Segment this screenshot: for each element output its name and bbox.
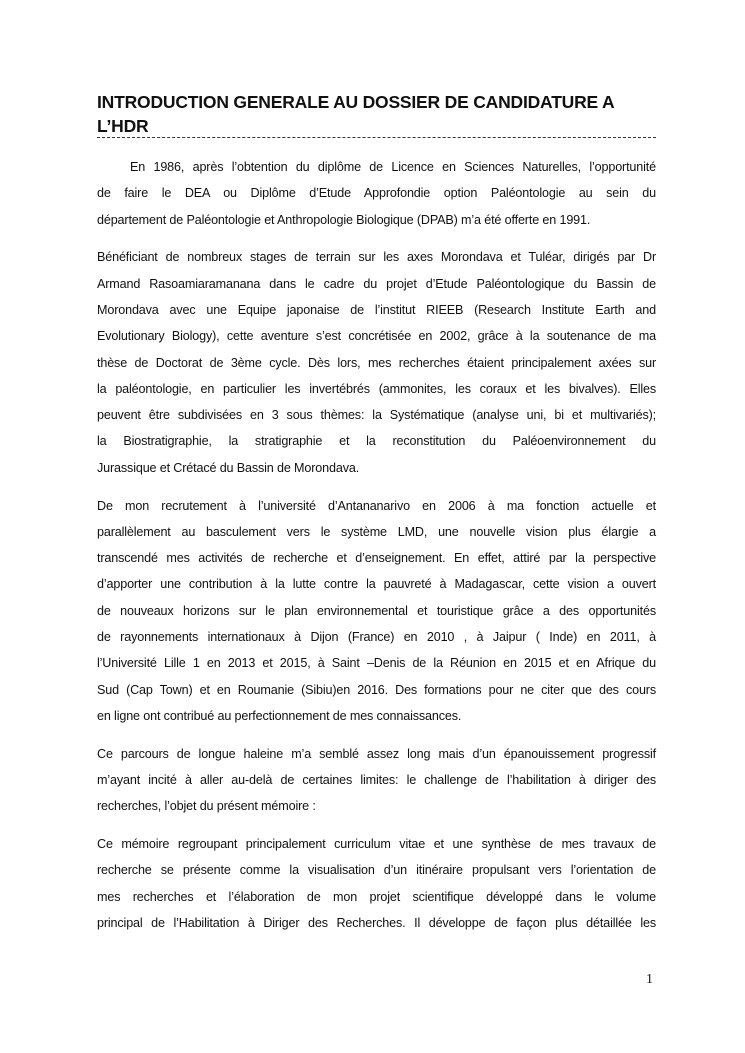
- text-line: transcendé mes activités de recherche et d’enseignement. En effet, attiré par la perspective: [97, 551, 656, 566]
- text-line: Jurassique et Crétacé du Bassin de Morondava.: [97, 460, 360, 475]
- title-line: L’HDR: [97, 116, 149, 136]
- paragraph: [97, 493, 656, 730]
- text-line: Ce mémoire regroupant principalement curriculum vitae et une synthèse de mes travaux de: [97, 837, 656, 852]
- text-line: Evolutionary Biology), cette aventure s’est concrétisée en 2002, grâce à la soutenance de ma: [97, 329, 656, 344]
- text-line: de faire le DEA ou Diplôme d’Etude Approfondie option Paléontologie au sein du: [97, 186, 656, 201]
- text-line: Bénéficiant de nombreux stages de terrain sur les axes Morondava et Tuléar, dirigés par Dr: [97, 250, 656, 265]
- text-line: la paléontologie, en particulier les invertébrés (ammonites, les coraux et les bivalves). Elles: [97, 381, 656, 396]
- text-line: recherches, l’objet du présent mémoire :: [97, 799, 316, 814]
- text-line: de nouveaux horizons sur le plan environnemental et touristique grâce a des opportunités: [97, 603, 656, 618]
- text-line: recherche se présente comme la visualisation d’un itinéraire propulsant vers l’orientation de: [97, 863, 656, 878]
- text-line: parallèlement au basculement vers le système LMD, une nouvelle vision plus élargie a: [97, 524, 656, 539]
- text-line: principal de l’Habilitation à Diriger des Recherches. Il développe de façon plus détaillée les: [97, 916, 656, 931]
- paragraph: [97, 741, 656, 820]
- dashed-divider: [97, 137, 656, 138]
- paragraph: [97, 244, 656, 481]
- text-line: peuvent être subdivisées en 3 sous thèmes: la Systématique (analyse uni, bi et multivariés);: [97, 408, 656, 423]
- text-line: thèse de Doctorat de 3ème cycle. Dès lors, mes recherches étaient principalement axées sur: [97, 355, 656, 370]
- document-body: [97, 154, 656, 948]
- text-line: Armand Rasoamiaramanana dans le cadre du projet d’Etude Paléontologique du Bassin de: [97, 276, 656, 291]
- page-number: 1: [646, 972, 653, 987]
- text-line: m’ayant incité à aller au-delà de certaines limites: le challenge de l’habilitation à diriger des: [97, 773, 656, 788]
- text-line: en ligne ont contribué au perfectionnement de mes connaissances.: [97, 708, 462, 723]
- text-line: d’apporter une contribution à la lutte contre la pauvreté à Madagascar, cette vision a ouvert: [97, 577, 656, 592]
- text-line: département de Paléontologie et Anthropologie Biologique (DPAB) m’a été offerte en 1991.: [97, 212, 591, 227]
- text-line: Ce parcours de longue haleine m’a semblé assez long mais d’un épanouissement progressif: [97, 746, 656, 761]
- paragraph: [97, 831, 656, 936]
- text-line: Morondava avec une Equipe japonaise de l’institut RIEEB (Research Institute Earth and: [97, 302, 656, 317]
- text-line: de rayonnements internationaux à Dijon (France) en 2010 , à Jaipur ( Inde) en 2011, à: [97, 630, 656, 645]
- paragraph: [97, 154, 656, 233]
- text-line: l’Université Lille 1 en 2013 et 2015, à Saint –Denis de la Réunion en 2015 et en Afrique du: [97, 656, 656, 671]
- title-line: INTRODUCTION GENERALE AU DOSSIER DE CANDIDATURE A: [97, 92, 615, 112]
- text-line: De mon recrutement à l’université d’Antananarivo en 2006 à ma fonction actuelle et: [97, 498, 656, 513]
- text-line: mes recherches et l’élaboration de mon projet scientifique développé dans le volume: [97, 889, 656, 904]
- text-line: la Biostratigraphie, la stratigraphie et la reconstitution du Paléoenvironnement du: [97, 434, 656, 449]
- text-line: En 1986, après l’obtention du diplôme de Licence en Sciences Naturelles, l’opportunité: [130, 160, 656, 174]
- document-title: [97, 90, 662, 138]
- text-line: Sud (Cap Town) et en Roumanie (Sibiu)en 2016. Des formations pour ne citer que des cours: [97, 682, 656, 697]
